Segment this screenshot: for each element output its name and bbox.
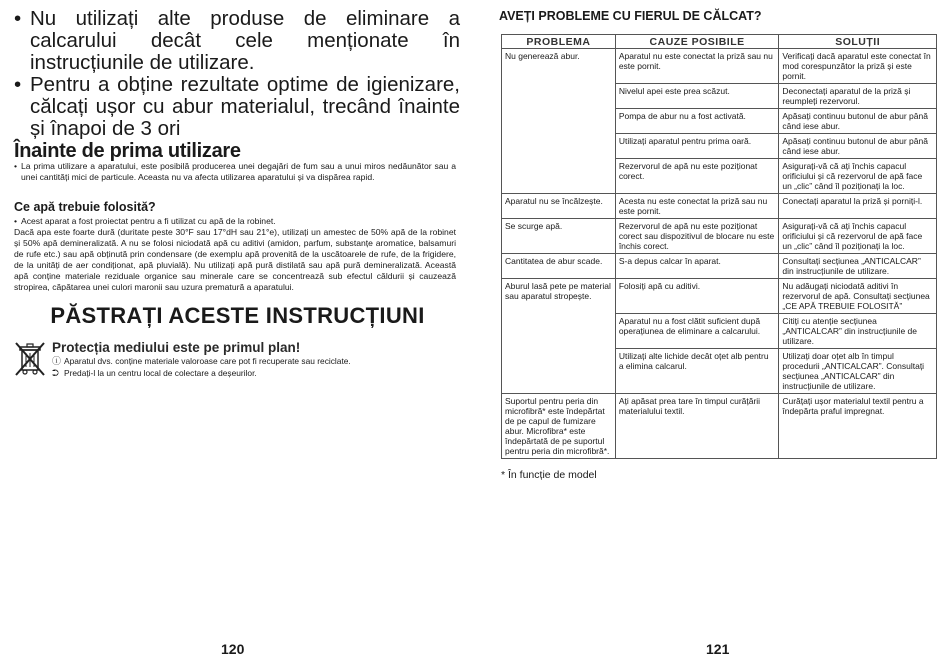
problem-cell: Aburul lasă pete pe material sau aparatul stropește. [502, 279, 616, 394]
section-title-water: Ce apă trebuie folosită? [14, 200, 156, 214]
solution-cell: Nu adăugați niciodată aditivi în rezervorul de apă. Consultați secțiunea „CE APĂ TREBUIE FOLOSITĂ” [779, 279, 937, 314]
cause-cell: Utilizați aparatul pentru prima oară. [615, 134, 779, 159]
solution-cell: Citiți cu atenție secțiunea „ANTICALCAR” din instrucțiunile de utilizare. [779, 314, 937, 349]
cause-cell: Rezervorul de apă nu este poziționat corect sau dispozitivul de blocare nu este închis corect. [615, 219, 779, 254]
environment-section [52, 340, 452, 379]
solution-cell: Consultați secțiunea „ANTICALCAR” din instrucțiunile de utilizare. [779, 254, 937, 279]
column-header: CAUZE POSIBILE [615, 35, 779, 49]
solution-cell: Utilizați doar oțet alb în timpul procedurii „ANTICALCAR”. Consultați secțiunea „ANTICALCAR” din instrucțiunile de utilizare. [779, 349, 937, 394]
page-number: 121 [706, 641, 730, 657]
solution-cell: Apăsați continuu butonul de abur până când iese abur. [779, 109, 937, 134]
problem-cell: Suportul pentru peria din microfibră* este îndepărtat de pe capul de fumizare abur. Microfibra* este îndepărtată de pe suportul pentru peria din microfibră*. [502, 394, 616, 459]
column-header: PROBLEMA [502, 35, 616, 49]
problem-cell: Cantitatea de abur scade. [502, 254, 616, 279]
table-row [502, 194, 937, 219]
cause-cell: Ați apăsat prea tare în timpul curățării materialului textil. [615, 394, 779, 459]
bullet-icon: • [14, 161, 18, 171]
list-item [14, 8, 460, 74]
paragraph: Dacă apa este foarte dură (duritate peste 30°F sau 17°dH sau 21°e), utilizați un amestec de 50% apă de la robinet și 50% apă demineralizată. A nu se folosi niciodată apă cu aditivi (amidon, parfum, substanțe aromatice, balsamuri de rufe etc.) sau apă obținută prin condensare (de exemplu apă provenită de la uscătoarele de rufe, de la frigidere, de la unități de aer condiționat, apă pluvială). Nu utilizați apă pură distilată sau apă pură demineralizată. Această apă conține materiale reziduale organice sau minerale care se concentrează sub efectul căldurii și cauzează stropirea, căpătarea unei culori maronii sau uzura prematură a aparatului. [14, 227, 456, 292]
cause-cell: Rezervorul de apă nu este poziționat corect. [615, 159, 779, 194]
bullet-icon: • [14, 216, 18, 226]
solution-cell: Curățați ușor materialul textil pentru a îndepărta praful impregnat. [779, 394, 937, 459]
solution-cell: Asigurați-vă că ați închis capacul orificiului și că rezervorul de apă face un „clic” când îl poziționați la loc. [779, 219, 937, 254]
cause-cell: Acesta nu este conectat la priză sau nu este pornit. [615, 194, 779, 219]
cause-cell: Pompa de abur nu a fost activată. [615, 109, 779, 134]
solution-cell: Conectați aparatul la priză și porniți-l. [779, 194, 937, 219]
section-title-first-use: Înainte de prima utilizare [14, 140, 241, 162]
weee-bin-icon [14, 341, 46, 377]
environment-line [52, 355, 452, 367]
table-row [502, 219, 937, 254]
table-row [502, 279, 937, 314]
table-row [502, 394, 937, 459]
solution-cell: Apăsați continuu butonul de abur până când iese abur. [779, 134, 937, 159]
column-header: SOLUȚII [779, 35, 937, 49]
troubleshooting-table [501, 34, 937, 459]
list-item [14, 74, 460, 140]
paragraph: La prima utilizare a aparatului, este posibilă producerea unei degajări de fum sau a unui miros nedăunător sau a unei cantități mici de particule. Aceasta nu va afecta utilizarea aparatului și va dispărea rapid. [21, 161, 456, 182]
problem-cell: Aparatul nu se încălzește. [502, 194, 616, 219]
paragraph: Acest aparat a fost proiectat pentru a fi utilizat cu apă de la robinet. [21, 216, 276, 226]
solution-cell: Deconectați aparatul de la priză și reumpleți rezervorul. [779, 84, 937, 109]
solution-cell: Asigurați-vă că ați închis capacul orificiului și că rezervorul de apă face un „clic” când îl poziționați la loc. [779, 159, 937, 194]
table-header-row [502, 35, 937, 49]
cause-cell: Utilizați alte lichide decât oțet alb pentru a elimina calcarul. [615, 349, 779, 394]
info-icon: ⓘ [52, 356, 62, 366]
cause-cell: S-a depus calcar în aparat. [615, 254, 779, 279]
environment-text: Predați-l la un centru local de colectare a deșeurilor. [64, 368, 257, 378]
recycle-arrow-icon: ⮊ [52, 368, 59, 378]
keep-instructions-title: PĂSTRAȚI ACESTE INSTRUCȚIUNI [50, 303, 425, 328]
bullet-icon: • [14, 7, 22, 30]
water-text [14, 216, 456, 293]
right-page [475, 0, 950, 661]
first-use-text [14, 161, 456, 183]
bullet-icon: • [14, 73, 22, 96]
solution-cell: Verificați dacă aparatul este conectat în mod corespunzător la priză și este pornit. [779, 49, 937, 84]
intro-bullets [14, 8, 460, 140]
page-number: 120 [221, 641, 245, 657]
table-row [502, 49, 937, 84]
environment-line [52, 367, 452, 379]
cause-cell: Aparatul nu a fost clătit suficient după operațiunea de eliminare a calcarului. [615, 314, 779, 349]
troubleshooting-title: AVEȚI PROBLEME CU FIERUL DE CĂLCAT? [499, 9, 762, 23]
table-row [502, 254, 937, 279]
cause-cell: Nivelul apei este prea scăzut. [615, 84, 779, 109]
problem-cell: Nu generează abur. [502, 49, 616, 194]
problem-cell: Se scurge apă. [502, 219, 616, 254]
environment-text: Aparatul dvs. conține materiale valoroase care pot fi recuperate sau reciclate. [64, 356, 351, 366]
cause-cell: Folosiți apă cu aditivi. [615, 279, 779, 314]
bullet-text: Pentru a obține rezultate optime de igienizare, călcați ușor cu abur materialul, trecând înainte și înapoi de 3 ori [30, 73, 460, 140]
cause-cell: Aparatul nu este conectat la priză sau nu este pornit. [615, 49, 779, 84]
environment-title: Protecția mediului este pe primul plan! [52, 340, 301, 355]
footnote: * În funcție de model [501, 469, 597, 481]
bullet-text: Nu utilizați alte produse de eliminare a calcarului decât cele menționate în instrucțiunile de utilizare. [30, 7, 460, 74]
